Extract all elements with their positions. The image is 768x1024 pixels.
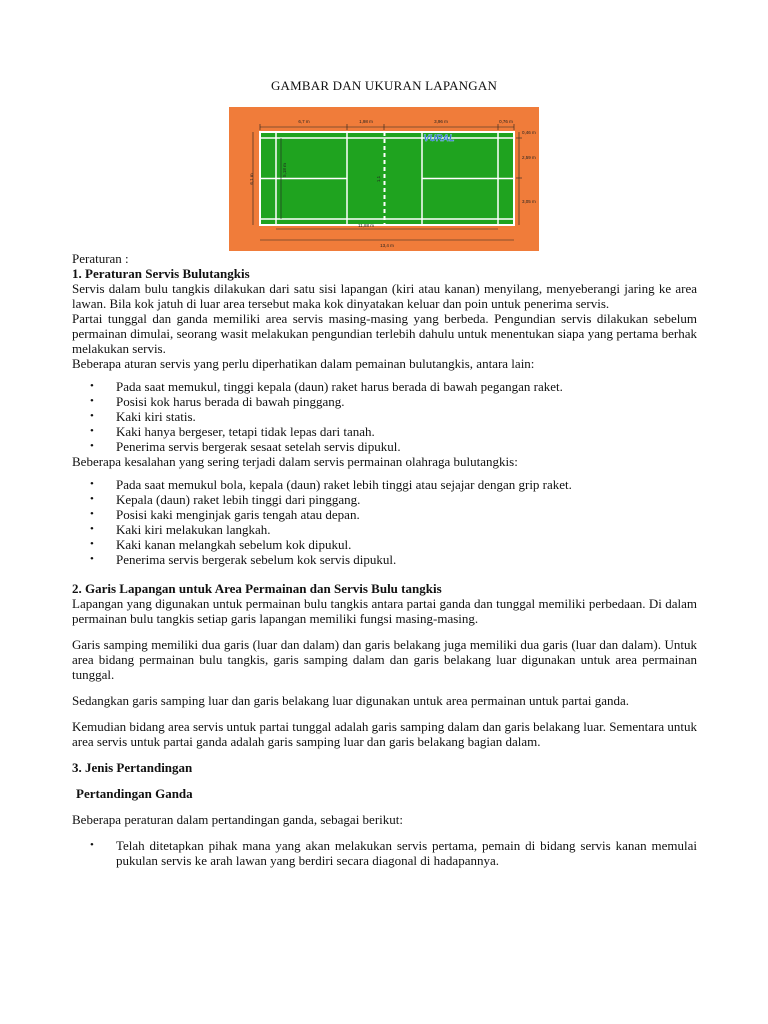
section-3-heading: 3. Jenis Pertandingan xyxy=(72,760,193,775)
section-1-paragraph-1: Servis dalam bulu tangkis dilakukan dari satu sisi lapangan (kiri atau kanan) menyilang, menyeberangi jaring ke area lawan. Bila kok jatuh di luar area tersebut maka kok dinyatakan keluar dan poin untuk penerima servis. xyxy=(72,281,697,311)
court-svg xyxy=(229,107,539,251)
dim-top-a: 6,7 m xyxy=(298,119,310,124)
page-title: GAMBAR DAN UKURAN LAPANGAN xyxy=(270,78,498,93)
list-item: • Kaki kiri melakukan langkah. xyxy=(72,522,697,537)
section-1-heading: 1. Peraturan Servis Bulutangkis xyxy=(72,266,250,281)
list-item: • Posisi kok harus berada di bawah pinggang. xyxy=(72,394,697,409)
dim-top-b: 1,98 m xyxy=(359,119,373,124)
list-item: • Penerima servis bergerak sebelum kok servis dipukul. xyxy=(72,552,697,567)
list-item: • Kaki hanya bergeser, tetapi tidak lepas dari tanah. xyxy=(72,424,697,439)
vural-logo xyxy=(424,133,455,143)
section-2-heading: 2. Garis Lapangan untuk Area Permainan dan Servis Bulu tangkis xyxy=(72,581,442,596)
vural-logo-text: VURAL xyxy=(423,133,455,143)
list-item: • Pada saat memukul bola, kepala (daun) raket lebih tinggi atau sejajar dengan grip raket. xyxy=(72,477,697,492)
court-diagram xyxy=(229,107,539,251)
service-faults-list xyxy=(72,477,697,567)
section-2-paragraph-3: Sedangkan garis samping luar dan garis belakang luar digunakan untuk area permainan untuk partai ganda. xyxy=(72,693,630,708)
dim-inner-width: 11,88 m xyxy=(358,223,374,228)
dim-top-d: 0,76 m xyxy=(499,119,513,124)
list-item: • Kaki kanan melangkah sebelum kok dipukul. xyxy=(72,537,697,552)
section-1-paragraph-2: Partai tunggal dan ganda memiliki area servis masing-masing yang berbeda. Pengundian servis dilakukan sebelum permainan dimulai, seorang wasit melakukan pengundian terlebih dahulu untuk menentukan siapa yang pertama berhak melakukan servis. xyxy=(72,311,697,356)
section-3-paragraph-1: Beberapa peraturan dalam pertandingan ganda, sebagai berikut: xyxy=(72,812,403,827)
dim-inner-height: 5,18 m xyxy=(282,163,287,177)
list-item: • Penerima servis bergerak sesaat setelah servis dipukul. xyxy=(72,439,697,454)
section-1-paragraph-3: Beberapa aturan servis yang perlu diperhatikan dalam pemainan bulutangkis, antara lain: xyxy=(72,356,535,371)
section-1-paragraph-4: Beberapa kesalahan yang sering terjadi dalam servis permainan olahraga bulutangkis: xyxy=(72,454,518,469)
section-2-paragraph-4: Kemudian bidang area servis untuk partai tunggal adalah garis samping dalam dan garis belakang luar. Sementara untuk area servis untuk partai ganda adalah garis samping luar dan garis belakang bagian dalam. xyxy=(72,719,697,749)
section-2-paragraph-2: Garis samping memiliki dua garis (luar dan dalam) dan garis belakang juga memiliki dua garis (luar dan dalam). Untuk area bidang permainan bulu tangkis, garis samping dalam dan garis belakang luar digunakan untuk area permainan tunggal. xyxy=(72,637,697,682)
dim-left-height: 6,1 m xyxy=(249,173,254,185)
list-item: • Kaki kiri statis. xyxy=(72,409,697,424)
dim-right-c: 3,05 m xyxy=(522,199,536,204)
document-body xyxy=(72,251,697,868)
dim-right-a: 0,46 m xyxy=(522,130,536,135)
section-2-paragraph-1: Lapangan yang digunakan untuk permainan bulu tangkis antara partai ganda dan tunggal memiliki perbedaan. Di dalam permainan bulu tangkis setiap garis lapangan memiliki fungsi masing-masing. xyxy=(72,596,697,626)
dim-top-c: 3,96 m xyxy=(434,119,448,124)
list-item: • Pada saat memukul, tinggi kepala (daun) raket harus berada di bawah pegangan raket. xyxy=(72,379,697,394)
doubles-rules-list xyxy=(72,838,697,868)
section-3-subheading: Pertandingan Ganda xyxy=(76,786,193,801)
list-item: • Posisi kaki menginjak garis tengah atau depan. xyxy=(72,507,697,522)
dim-right-b: 2,59 m xyxy=(522,155,536,160)
dim-center: 1,1 xyxy=(376,175,381,183)
list-item: • Telah ditetapkan pihak mana yang akan melakukan servis pertama, pemain di bidang servis kanan memulai pukulan servis ke arah lawan yang berdiri secara diagonal di hadapannya. xyxy=(72,838,697,868)
dim-total-width: 13,4 m xyxy=(380,243,394,248)
intro-label: Peraturan : xyxy=(72,251,129,266)
service-rules-list xyxy=(72,379,697,454)
list-item: • Kepala (daun) raket lebih tinggi dari pinggang. xyxy=(72,492,697,507)
